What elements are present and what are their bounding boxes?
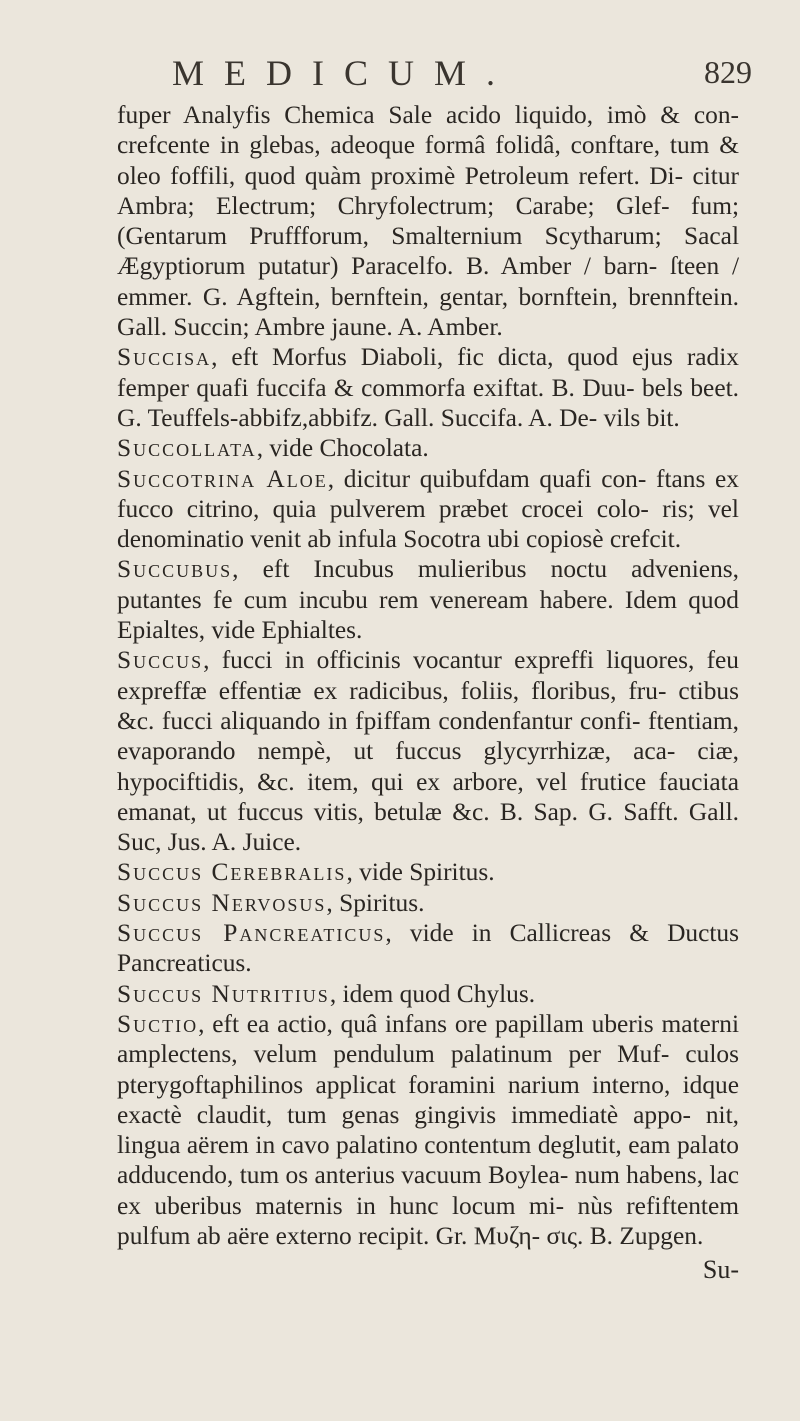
dictionary-body bbox=[117, 100, 739, 1286]
entry-succus-nervosus bbox=[117, 888, 739, 918]
entry-text: fuper Analyfis Chemica Sale acido liquido, imò & con- crefcente in glebas, adeoque formâ folidâ, conftare, tum & oleo foffili, quod quàm proximè Petroleum refert. Di- citur Ambra; Electrum; Chryfolectrum; Carabe; Glef- fum; (Gentarum Pruffforum, Smalternium Scytharum; Sacal Ægyptiorum putatur) Paracelfo. B. Amber / barn- ſteen / emmer. G. Agftein, bernftein, gentar, bornftein, brennftein. Gall. Succin; Ambre jaune. A. Amber. bbox=[117, 101, 739, 342]
entry-succotrina-aloe bbox=[117, 464, 739, 555]
entry-succisa bbox=[117, 342, 739, 433]
entry-lemma: Succus Cerebralis bbox=[117, 858, 347, 887]
entry-text: , vide Chocolata. bbox=[256, 434, 429, 463]
entry-lemma: Suctio bbox=[117, 1009, 199, 1038]
entry-lemma: Succollata bbox=[117, 434, 257, 463]
entry-succubus bbox=[117, 554, 739, 645]
page-number: 829 bbox=[704, 54, 752, 90]
entry-succollata bbox=[117, 433, 739, 463]
entry-lemma: Succubus bbox=[117, 555, 233, 584]
entry-text: , fucci in officinis vocantur expreffi liquores, feu expreffæ effentiæ ex radicibus, foliis, floribus, fru- ctibus &c. fucci aliquando in fpiffam condenfantur confi- ftentiam, evaporando nempè, ut fuccus glycyrrhizæ, aca- ciæ, hypociftidis, &c. item, qui ex arbore, vel frutice fauciata emanat, ut fuccus vitis, betulæ &c. B. Sap. G. Safft. Gall. Suc, Jus. A. Juice. bbox=[117, 646, 739, 857]
entry-text: , vide Spiritus. bbox=[346, 858, 495, 887]
entry-continuation bbox=[117, 100, 739, 342]
entry-text: , idem quod Chylus. bbox=[329, 979, 536, 1008]
entry-succus-pancreaticus bbox=[117, 918, 739, 979]
entry-lemma: Succus bbox=[117, 646, 204, 675]
page-header bbox=[0, 52, 800, 96]
entry-text: , eft ea actio, quâ infans ore papillam uberis materni amplectens, velum pendulum palatinum per Muf- culos pterygoftaphilinos applicat foramini narium interno, idque exactè claudit, tum genas gingivis immediatè appo- nit, lingua aërem in cavo palatino contentum deglutit, eam palato adducendo, tum os anterius vacuum Boylea- num habens, lac ex uberibus maternis in hunc locum mi- nùs refiftentem pulfum ab aëre externo recipit. Gr. Μυζη- σις. B. Zupgen. bbox=[117, 1009, 739, 1250]
entry-lemma: Succus Nervosus bbox=[117, 888, 327, 917]
entry-succus-cerebralis bbox=[117, 857, 739, 887]
entry-succus bbox=[117, 645, 739, 857]
entry-text: , eft Morfus Diaboli, fic dicta, quod ejus radix femper quafi fuccifa & commorfa exiftat. B. Duu- bels beet. G. Teuffels-abbifz,abbifz. Gall. Succifa. A. De- vils bit. bbox=[117, 343, 739, 432]
running-head: MEDICUM. bbox=[172, 53, 516, 93]
entry-text: , Spiritus. bbox=[326, 888, 425, 917]
entry-text: , vide in Callicreas & Ductus Pancreaticus. bbox=[117, 919, 740, 978]
entry-text: , dicitur quibufdam quafi con- ftans ex fucco citrino, quia pulverem præbet crocei colo- ris; vel denominatio venit ab infula Socotra ubi copiosè crefcit. bbox=[117, 464, 739, 554]
entry-lemma: Succisa bbox=[117, 343, 212, 372]
entry-lemma: Succotrina Aloe bbox=[117, 464, 328, 493]
entry-suctio bbox=[117, 1009, 739, 1251]
entry-succus-nutritius bbox=[117, 979, 739, 1009]
entry-lemma: Succus Pancreaticus bbox=[117, 919, 386, 948]
catchword: Su- bbox=[702, 1255, 739, 1285]
entry-text: , eft Incubus mulieribus noctu adveniens, putantes fe cum incubu rem veneream habere. Idem quod Epialtes, vide Ephialtes. bbox=[117, 555, 739, 645]
entry-lemma: Succus Nutritius bbox=[117, 979, 330, 1008]
